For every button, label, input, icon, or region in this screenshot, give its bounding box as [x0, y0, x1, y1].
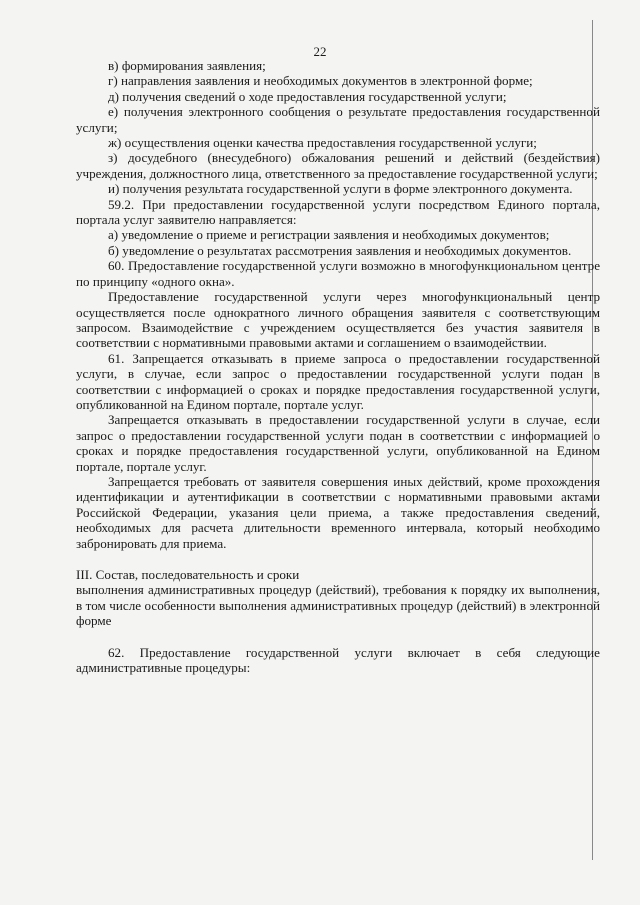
list-item: а) уведомление о приеме и регистрации заявления и необходимых документов; [108, 227, 550, 243]
list-item: е) получения электронного сообщения о результате предоставления государственной услуги; [76, 104, 600, 135]
paragraph-60-b: Предоставление государственной услуги через многофункциональный центр осуществляется после однократного личного обращения заявителя с соответствующим запросом. Взаимодействие с учреждением осуществляется без участия заявителя в соответствии с нормативными правовыми актами и соглашением о взаимодействии. [76, 289, 600, 351]
document-body [76, 58, 600, 675]
paragraph-61-b: Запрещается отказывать в предоставлении государственной услуги в случае, если запрос о предоставлении государственной услуги подан в соответствии с информацией о сроках и порядке предоставления государственной услуги, опубликованной на Едином портале, портале услуг. [76, 412, 600, 474]
paragraph-59-2: 59.2. При предоставлении государственной услуги посредством Единого портала, портала услуг заявителю направляется: [76, 196, 600, 228]
list-item: д) получения сведений о ходе предоставления государственной услуги; [108, 88, 507, 104]
list-item: г) направления заявления и необходимых документов в электронной форме; [108, 73, 533, 89]
list-item: в) формирования заявления; [108, 58, 266, 73]
list-item: б) уведомление о результатах рассмотрения заявления и необходимых документов. [108, 242, 572, 258]
paragraph-61-c: Запрещается требовать от заявителя совершения иных действий, кроме прохождения идентификации и аутентификации в соответствии с нормативными правовыми актами Российской Федерации, указания цели приема, а также предоставления сведений, необходимых для расчета длительности временного интервала, который необходимо забронировать для приема. [76, 473, 600, 551]
list-item: и) получения результата государственной услуги в форме электронного документа. [108, 181, 573, 197]
section-heading-title: III. Состав, последовательность и сроки [76, 567, 300, 582]
paragraph-62: 62. Предоставление государственной услуги включает в себя следующие административные процедуры: [76, 644, 600, 676]
list-item: з) досудебного (внесудебного) обжалования решений и действий (бездействия) учреждения, должностного лица, ответственного за предоставление государственной услуги; [76, 150, 600, 181]
section-heading-subtitle: выполнения административных процедур (действий), требования к порядку их выполнения, в том числе особенности выполнения административных процедур (действий) в электронной форме [76, 582, 600, 629]
paragraph-61: 61. Запрещается отказывать в приеме запроса о предоставлении государственной услуги, в случае, если запрос о предоставлении государственной услуги подан в соответствии с информацией о сроках и порядке предоставления государственной услуги, опубликованной на Едином портале, портале услуг. [76, 350, 600, 412]
paragraph-60: 60. Предоставление государственной услуги возможно в многофункциональном центре по принципу «одного окна». [76, 258, 600, 289]
list-item: ж) осуществления оценки качества предоставления государственной услуги; [108, 135, 537, 151]
page-number: 22 [313, 44, 327, 59]
